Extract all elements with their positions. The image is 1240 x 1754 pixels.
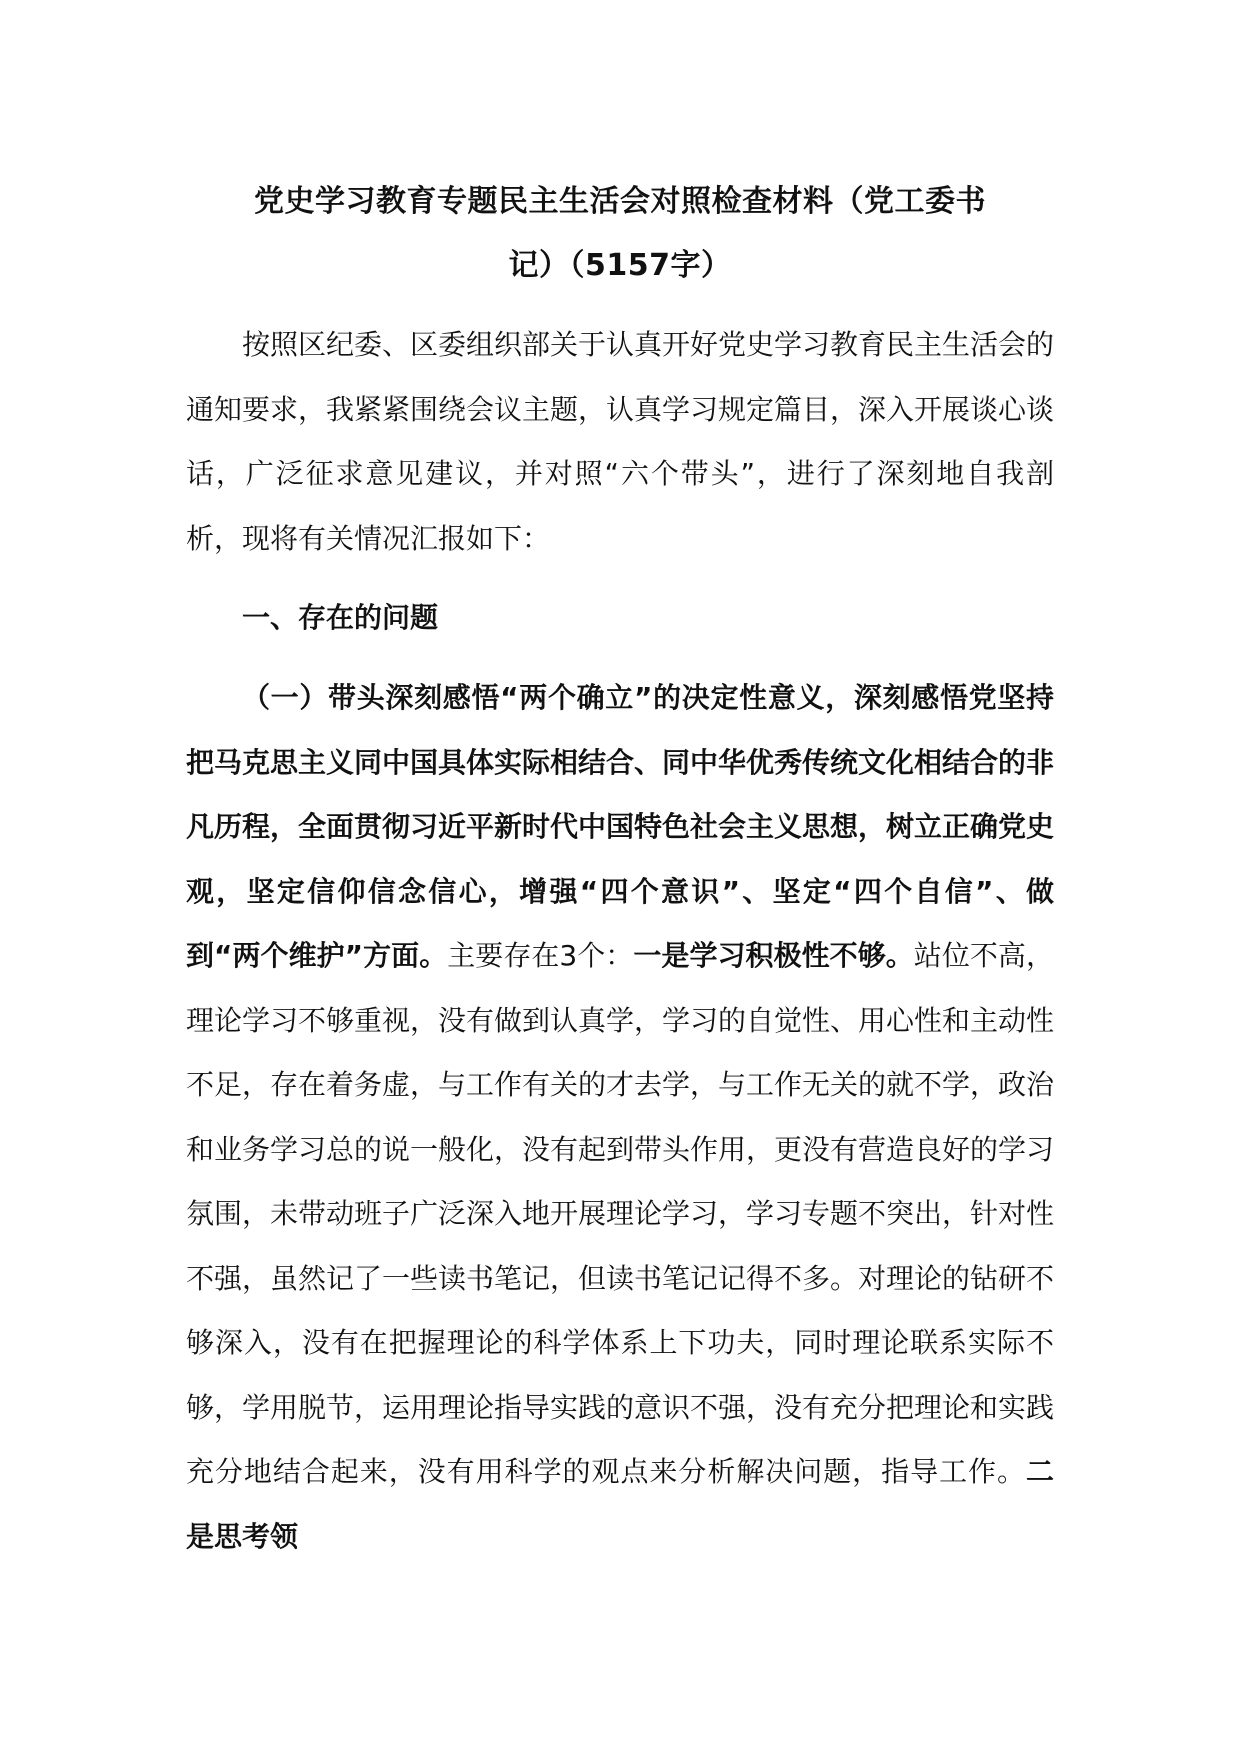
point-1-body: 站位不高，理论学习不够重视，没有做到认真学，学习的自觉性、用心性和主动性不足，存在着务虚，与工作有关的才去学，与工作无关的就不学，政治和业务学习总的说一般化，没有起到带头作用，更没有营造良好的学习氛围，未带动班子广泛深入地开展理论学习，学习专题不突出，针对性不强，虽然记了一些读书笔记，但读书笔记记得不多。对理论的钻研不够深入，没有在把握理论的科学体系上下功夫，同时理论联系实际不够，学用脱节，运用理论指导实践的意识不强，没有充分把理论和实践充分地结合起来，没有用科学的观点来分析解决问题，指导工作。 [186,939,1055,1488]
point-2-title: 二是思考领 [186,1455,1054,1553]
section-heading-problems: 一、存在的问题 [242,601,439,634]
intro-paragraph: 按照区纪委、区委组织部关于认真开好党史学习教育民主生活会的通知要求，我紧紧围绕会议主题，认真学习规定篇目，深入开展谈心谈话，广泛征求意见建议，并对照“六个带头”，进行了深刻地自我剖析，现将有关情况汇报如下： [186,328,1055,555]
problem-1-intro-text: 主要存在3个： [447,939,634,972]
problem-paragraph-1 [186,666,1054,1569]
problem-1-lead: （一）带头深刻感悟“两个确立”的决定性意义，深刻感悟党坚持把马克思主义同中国具体实际相结合、同中华优秀传统文化相结合的非凡历程，全面贯彻习近平新时代中国特色社会主义思想，树立正确党史观，坚定信仰信念信心，增强“四个意识”、坚定“四个自信”、做到“两个维护”方面。 [186,681,1055,972]
document-title [186,170,1054,298]
title-line-1: 党史学习教育专题民主生活会对照检查材料（党工委书 [254,184,986,219]
point-1-title: 一是学习积极性不够。 [633,939,914,972]
title-line-2: 记）（5157字） [508,248,732,283]
